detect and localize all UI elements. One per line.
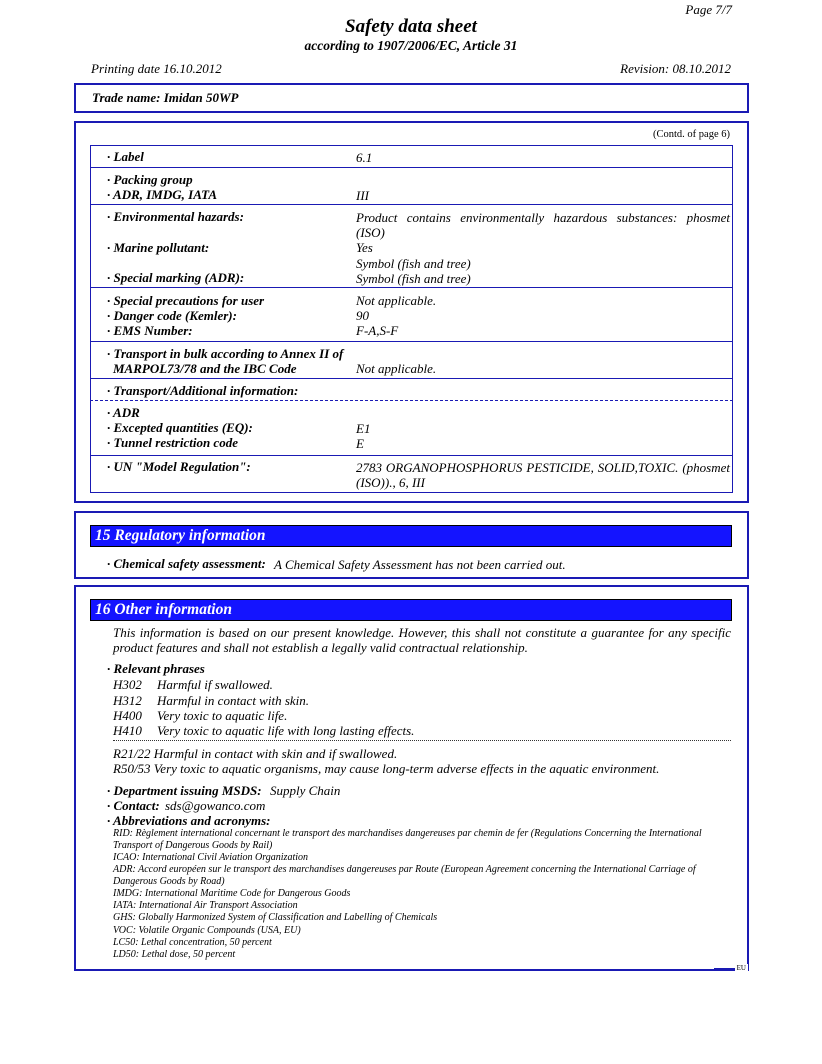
revision-date: Revision: 08.10.2012 <box>620 61 731 76</box>
relevant-phrases-label: · Relevant phrases <box>107 661 205 676</box>
excepted-quantities-label: · Excepted quantities (EQ): <box>107 420 253 435</box>
environmental-hazards-label: · Environmental hazards: <box>107 209 244 224</box>
abbreviation-item: LD50: Lethal dose, 50 percent <box>113 949 236 960</box>
phrase-text: Very toxic to aquatic life with long lasting effects. <box>157 723 415 738</box>
section-15-header: 15 Regulatory information <box>90 525 732 547</box>
r-phrase: R50/53 Very toxic to aquatic organisms, may cause long-term adverse effects in the aquatic environment. <box>113 761 660 776</box>
special-precautions-value: Not applicable. <box>356 293 437 308</box>
continued-note: (Contd. of page 6) <box>653 129 730 140</box>
additional-info-label: · Transport/Additional information: <box>107 383 299 398</box>
document-subtitle: according to 1907/2006/EC, Article 31 <box>304 38 518 53</box>
bulk-transport-label: · Transport in bulk according to Annex II of <box>107 346 344 361</box>
contact-label: · Contact: <box>107 798 160 813</box>
marine-pollutant-label: · Marine pollutant: <box>107 240 210 255</box>
abbreviation-item: IMDG: International Maritime Code for Dangerous Goods <box>113 888 351 899</box>
special-marking-value: Symbol (fish and tree) <box>356 271 471 286</box>
danger-code-value: 90 <box>356 308 369 323</box>
label-label: · Label <box>107 149 144 164</box>
department-value: Supply Chain <box>270 783 341 798</box>
abbreviation-item: RID: Règlement international concernant le transport des marchandises dangereuses par chemin de fer (Regulations Concerning the International Transport of Dangerous Goods by Rail) <box>113 828 702 851</box>
phrase-code: H312 <box>113 693 142 708</box>
marine-pollutant-symbol: Symbol (fish and tree) <box>356 256 471 271</box>
packing-group-label: · Packing group <box>107 172 193 187</box>
department-label: · Department issuing MSDS: <box>107 783 262 798</box>
eu-mark: EU <box>736 964 746 972</box>
phrase-code: H410 <box>113 723 142 738</box>
label-value: 6.1 <box>356 150 373 165</box>
phrase-text: Harmful in contact with skin. <box>157 693 310 708</box>
un-regulation-label: · UN "Model Regulation": <box>107 459 251 474</box>
ems-number-label: · EMS Number: <box>107 323 193 338</box>
excepted-quantities-value: E1 <box>356 421 371 436</box>
packing-group-regs-label: · ADR, IMDG, IATA <box>107 187 218 202</box>
marine-pollutant-value: Yes <box>356 240 373 255</box>
section-16-header: 16 Other information <box>90 599 732 621</box>
ems-number-value: F-A,S-F <box>356 323 399 338</box>
page-number: Page 7/7 <box>685 2 732 17</box>
phrase-text: Harmful if swallowed. <box>157 677 273 692</box>
abbreviations-label: · Abbreviations and acronyms: <box>107 813 271 828</box>
printing-date: Printing date 16.10.2012 <box>91 61 222 76</box>
r-phrase: R21/22 Harmful in contact with skin and if swallowed. <box>113 746 398 761</box>
special-marking-label: · Special marking (ADR): <box>107 270 245 285</box>
bulk-transport-label-cont: MARPOL73/78 and the IBC Code <box>113 361 297 376</box>
tunnel-code-value: E <box>356 436 364 451</box>
trade-name: Trade name: Imidan 50WP <box>92 90 239 105</box>
adr-label: · ADR <box>107 405 140 420</box>
abbreviation-item: GHS: Globally Harmonized System of Classification and Labelling of Chemicals <box>113 912 438 923</box>
phrase-text: Very toxic to aquatic life. <box>157 708 288 723</box>
abbreviation-item: LC50: Lethal concentration, 50 percent <box>113 937 272 948</box>
abbreviation-item: ICAO: International Civil Aviation Organization <box>113 852 308 863</box>
tunnel-code-label: · Tunnel restriction code <box>107 435 238 450</box>
contact-value: sds@gowanco.com <box>165 798 266 813</box>
chemical-safety-value: A Chemical Safety Assessment has not been carried out. <box>274 557 566 572</box>
packing-group-value: III <box>356 188 369 203</box>
document-title: Safety data sheet <box>345 16 477 37</box>
abbreviation-item: VOC: Volatile Organic Compounds (USA, EU) <box>113 925 301 936</box>
bulk-transport-value: Not applicable. <box>356 361 437 376</box>
danger-code-label: · Danger code (Kemler): <box>107 308 237 323</box>
chemical-safety-label: · Chemical safety assessment: <box>107 556 266 571</box>
phrase-separator <box>113 740 731 741</box>
un-regulation-value: 2783 ORGANOPHOSPHORUS PESTICIDE, SOLID,TOXIC. (phosmet (ISO))., 6, III <box>356 460 730 490</box>
phrase-code: H302 <box>113 677 142 692</box>
abbreviation-item: IATA: International Air Transport Association <box>113 900 298 911</box>
disclaimer-text: This information is based on our present knowledge. However, this shall not constitute a guarantee for any specific product features and shall not establish a legally valid contractual relationship. <box>113 625 731 655</box>
special-precautions-label: · Special precautions for user <box>107 293 265 308</box>
environmental-hazards-value: Product contains environmentally hazardous substances: phosmet (ISO) <box>356 210 730 240</box>
phrase-code: H400 <box>113 708 142 723</box>
abbreviation-item: ADR: Accord européen sur le transport des marchandises dangereuses par Route (European Agreement concerning the International Carriage of Dangerous Goods by Road) <box>113 864 696 887</box>
